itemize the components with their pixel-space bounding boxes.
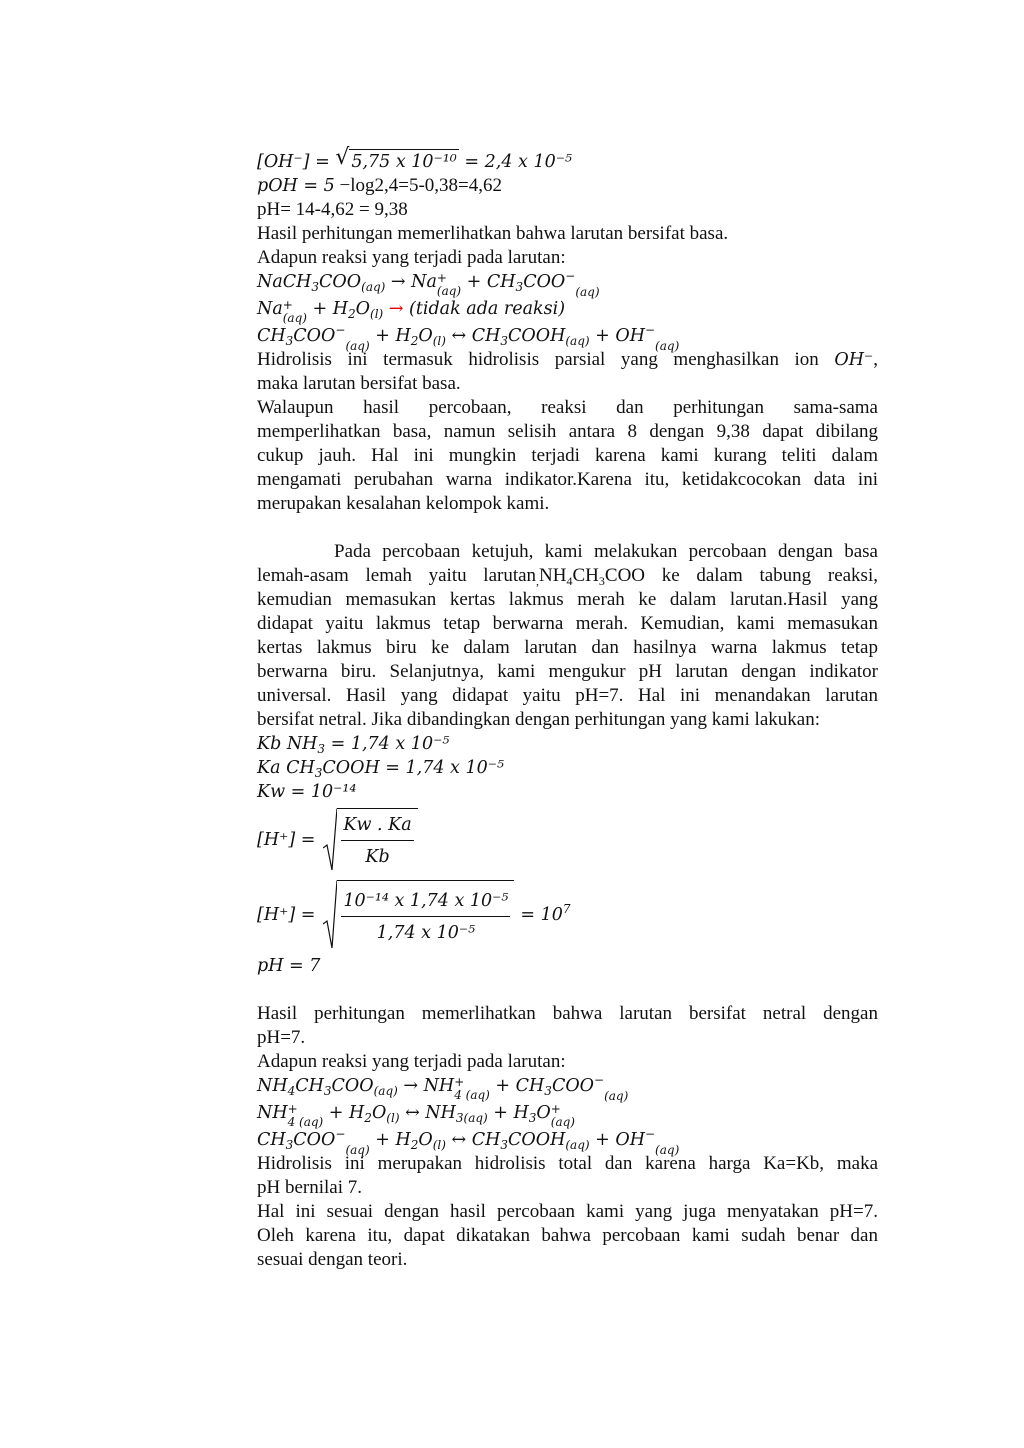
reaction-6: $CH_3COO^-_{(aq)} + H_2O_{(l)}$ ↔ $CH_3COOH_{(aq)} + OH^-_{(aq)}$ [257,1127,680,1157]
hidrolisis-parsial-text-2: maka larutan bersifat basa. [257,373,461,394]
radical-sign-icon [323,880,337,950]
kb-equation: Kb $NH_3 = 1,74$ x 10⁻⁵ [257,734,450,756]
basa-result-text: Hasil perhitungan memerlihatkan bahwa larutan bersifat basa. [257,223,729,244]
h-formula: [H⁺] = $\frac{Kw . Ka}{Kb}$ [257,808,878,872]
p7-line-3: kemudian memasukan kertas lakmus merah ke dalam larutan.Hasil yang [257,589,878,610]
reaction-intro: Adapun reaksi yang terjadi pada larutan: [257,247,566,268]
paragraph-gap [257,978,878,1002]
p7-line-8: bersifat netral. Jika dibandingkan dengan perhitungan yang kami lakukan: [257,709,820,730]
h-calculation: [H⁺] = $\frac{\text{10⁻¹⁴ x 1,74 x 10⁻⁵}}{\text{1,74 x 10⁻⁵}}$ = $10^7$ [257,880,878,950]
ph-seven: pH = 7 [257,956,321,976]
ph-equation: pH= 14-4,62 = 9,38 [257,199,408,220]
paragraph-gap [257,516,878,540]
document-body [257,145,878,1272]
conclusion-line-2: Oleh karena itu, dapat dikatakan bahwa percobaan kami sudah benar dan [257,1225,878,1246]
p7-line-7: universal. Hasil yang didapat yaitu pH=7. Hal ini menandakan larutan [257,685,878,706]
p7-line-1: Pada percobaan ketujuh, kami melakukan percobaan dengan basa [334,541,878,562]
p7-line-2: lemah-asam lemah yaitu $larutan_,NH_4CH_3COO$ ke dalam tabung reaksi, [257,565,878,588]
netral-result-line-2: pH=7. [257,1027,306,1048]
walaupun-line-5: merupakan kesalahan kelompok kami. [257,493,550,514]
reaction-2: Na + (aq) + $H_2O_{(l)}$ → (tidak ada reaksi) [257,298,566,325]
p7-line-6: berwarna biru. Selanjutnya, kami mengukur pH larutan dengan indikator [257,661,878,682]
red-arrow: → [383,299,410,319]
oh-sqrt: √ 5,75 x 10⁻¹⁰ [335,145,457,172]
h-calculation-sqrt: $\frac{\text{10⁻¹⁴ x 1,74 x 10⁻⁵}}{\text{1,74 x 10⁻⁵}}$ [323,880,514,950]
walaupun-line-3: cukup jauh. Hal ini mungkin terjadi karena kami kurang teliti dalam [257,445,878,466]
reaction-3: $CH_3COO^-_{(aq)} + H_2O_{(l)}$ ↔ $CH_3COOH_{(aq)} + OH^-_{(aq)}$ [257,323,680,353]
reaction-4: $NH_4CH_3COO_{(aq)}$ → NH + 4 (aq) + $CH_3COO^-_{(aq)}$ [257,1073,629,1103]
kw-equation: Kw = 10⁻¹⁴ [257,782,357,802]
conclusion-line-3: sesuai dengan teori. [257,1249,408,1270]
conclusion-line-1: Hal ini sesuai dengan hasil percobaan kami yang juga menyatakan pH=7. [257,1201,878,1222]
hidrolisis-total-line-1: Hidrolisis ini merupakan hidrolisis total dan karena harga Ka=Kb, maka [257,1153,878,1174]
h-formula-sqrt: $\frac{Kw . Ka}{Kb}$ [323,808,417,872]
reaction-5: NH + 4 (aq) + $H_2O_{(l)}$ ↔ $NH_{3(aq)} + H_3O$ + (aq) [257,1102,575,1129]
reaction-1: $NaCH_3COO_{(aq)} \to Na$ + (aq) + $CH_3COO^-_{(aq)}$ [257,269,600,299]
netral-result-line-1: Hasil perhitungan memerlihatkan bahwa larutan bersifat netral dengan [257,1003,878,1024]
p7-line-5: kertas lakmus biru ke dalam larutan dan hasilnya warna lakmus tetap [257,637,878,658]
hidrolisis-total-line-2: pH bernilai 7. [257,1177,363,1198]
walaupun-line-1: Walaupun hasil percobaan, reaksi dan perhitungan sama-sama [257,397,878,418]
walaupun-line-2: memperlihatkan basa, namun selisih antara 8 dengan 9,38 dapat dibilang [257,421,878,442]
reaction-intro-2: Adapun reaksi yang terjadi pada larutan: [257,1051,566,1072]
poh-equation: pOH = 5 −log2,4=5-0,38=4,62 [257,175,502,196]
hidrolisis-parsial-text: Hidrolisis ini termasuk hidrolisis parsial yang menghasilkan ion OH⁻, [257,349,878,370]
oh-equation: [OH⁻] = √ 5,75 x 10⁻¹⁰ = 2,4 x 10⁻⁵ [257,145,572,172]
ka-equation: Ka $CH_3COOH = 1,74$ x 10⁻⁵ [257,758,504,780]
walaupun-line-4: mengamati perubahan warna indikator.Karena itu, ketidakcocokan data ini [257,469,878,490]
radical-sign-icon [323,808,337,872]
p7-line-4: didapat yaitu lakmus tetap berwarna merah. Kemudian, kami memasukan [257,613,878,634]
